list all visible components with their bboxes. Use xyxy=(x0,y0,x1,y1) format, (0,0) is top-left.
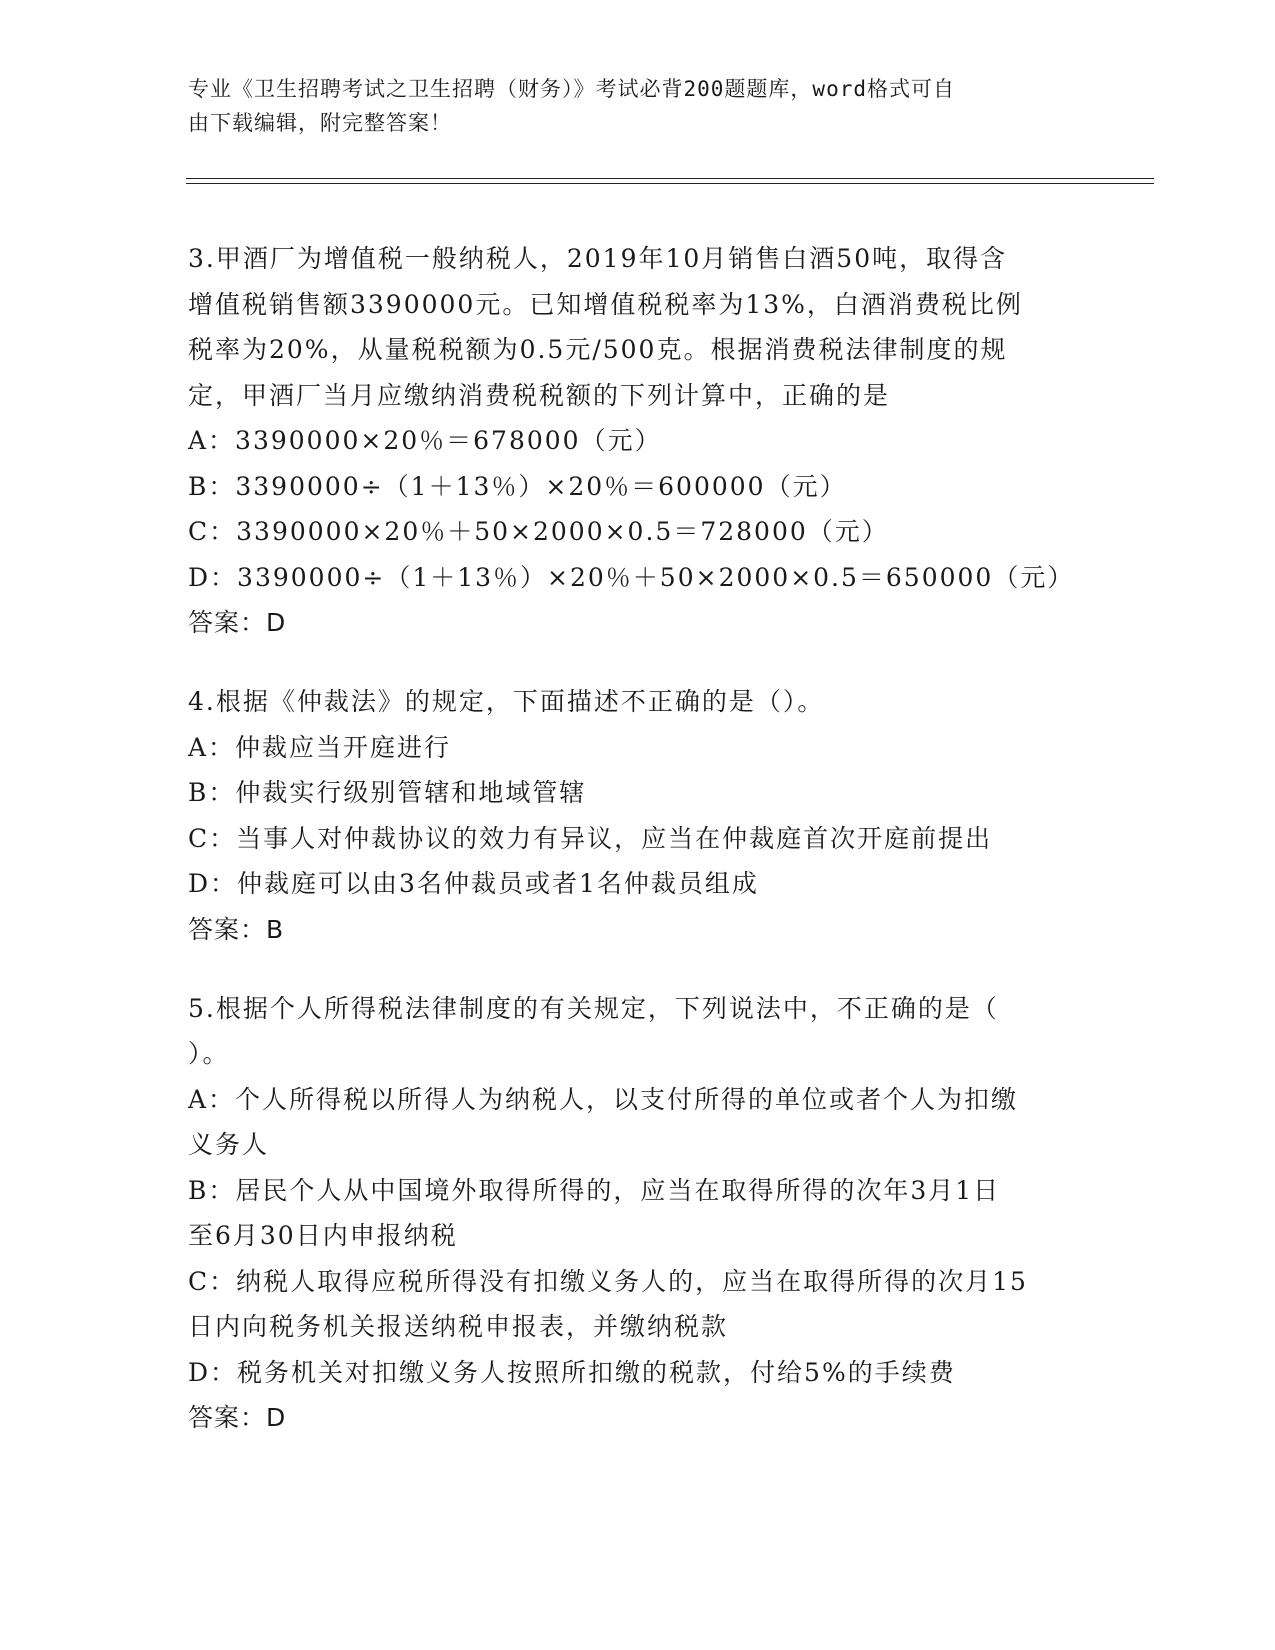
document-header xyxy=(188,72,1068,140)
header-line: 由下载编辑，附完整答案！ xyxy=(188,111,452,135)
option-b-continued: 至6月30日内申报纳税 xyxy=(188,1221,458,1250)
header-line: 专业《卫生招聘考试之卫生招聘（财务）》考试必背200题题库，word格式可自 xyxy=(188,77,955,101)
question-text-line: 3.甲酒厂为增值税一般纳税人，2019年10月销售白酒50吨，取得含 xyxy=(188,244,1008,273)
question-5 xyxy=(188,986,1088,1442)
answer-line: 答案：B xyxy=(188,914,285,944)
option-a-continued: 义务人 xyxy=(188,1130,270,1159)
option-d: D：税务机关对扣缴义务人按照所扣缴的税款，付给5%的手续费 xyxy=(188,1357,956,1387)
option-b: B：仲裁实行级别管辖和地域管辖 xyxy=(188,778,587,807)
question-text-line: 增值税销售额3390000元。已知增值税税率为13%，白酒消费税比例 xyxy=(188,289,1023,319)
question-list xyxy=(188,236,1088,1474)
header-divider-top xyxy=(186,178,1154,179)
option-c: C：纳税人取得应税所得没有扣缴义务人的，应当在取得所得的次月15 xyxy=(188,1266,1028,1296)
option-d: D：3390000÷（1＋13％）×20％＋50×2000×0.5＝650000（元） xyxy=(188,562,1075,592)
option-c: C：3390000×20％＋50×2000×0.5＝728000（元） xyxy=(188,517,889,546)
question-text-line: 5.根据个人所得税法律制度的有关规定，下列说法中，不正确的是（ xyxy=(188,993,999,1023)
question-3 xyxy=(188,236,1088,646)
option-c-continued: 日内向税务机关报送纳税申报表，并缴纳税款 xyxy=(188,1312,729,1341)
question-text-line: 税率为20%，从量税税额为0.5元/500克。根据消费税法律制度的规 xyxy=(188,335,1008,364)
question-text-line: 定，甲酒厂当月应缴纳消费税税额的下列计算中，正确的是 xyxy=(188,380,891,410)
option-a: A：仲裁应当开庭进行 xyxy=(188,732,452,762)
question-text-line: ）。 xyxy=(188,1039,230,1068)
option-b: B：居民个人从中国境外取得所得的，应当在取得所得的次年3月1日 xyxy=(188,1175,1001,1205)
question-4 xyxy=(188,679,1088,953)
question-text-line: 4.根据《仲裁法》的规定，下面描述不正确的是（）。 xyxy=(188,687,825,716)
option-a: A：3390000×20％＝678000（元） xyxy=(188,426,662,455)
option-a: A：个人所得税以所得人为纳税人，以支付所得的单位或者个人为扣缴 xyxy=(188,1084,1019,1114)
option-c: C：当事人对仲裁协议的效力有异议，应当在仲裁庭首次开庭前提出 xyxy=(188,823,993,853)
option-b: B：3390000÷（1＋13％）×20％＝600000（元） xyxy=(188,471,847,501)
header-divider-bottom xyxy=(186,183,1154,184)
answer-line: 答案：D xyxy=(188,1403,287,1432)
option-d: D：仲裁庭可以由3名仲裁员或者1名仲裁员组成 xyxy=(188,869,759,898)
answer-line: 答案：D xyxy=(188,608,287,637)
